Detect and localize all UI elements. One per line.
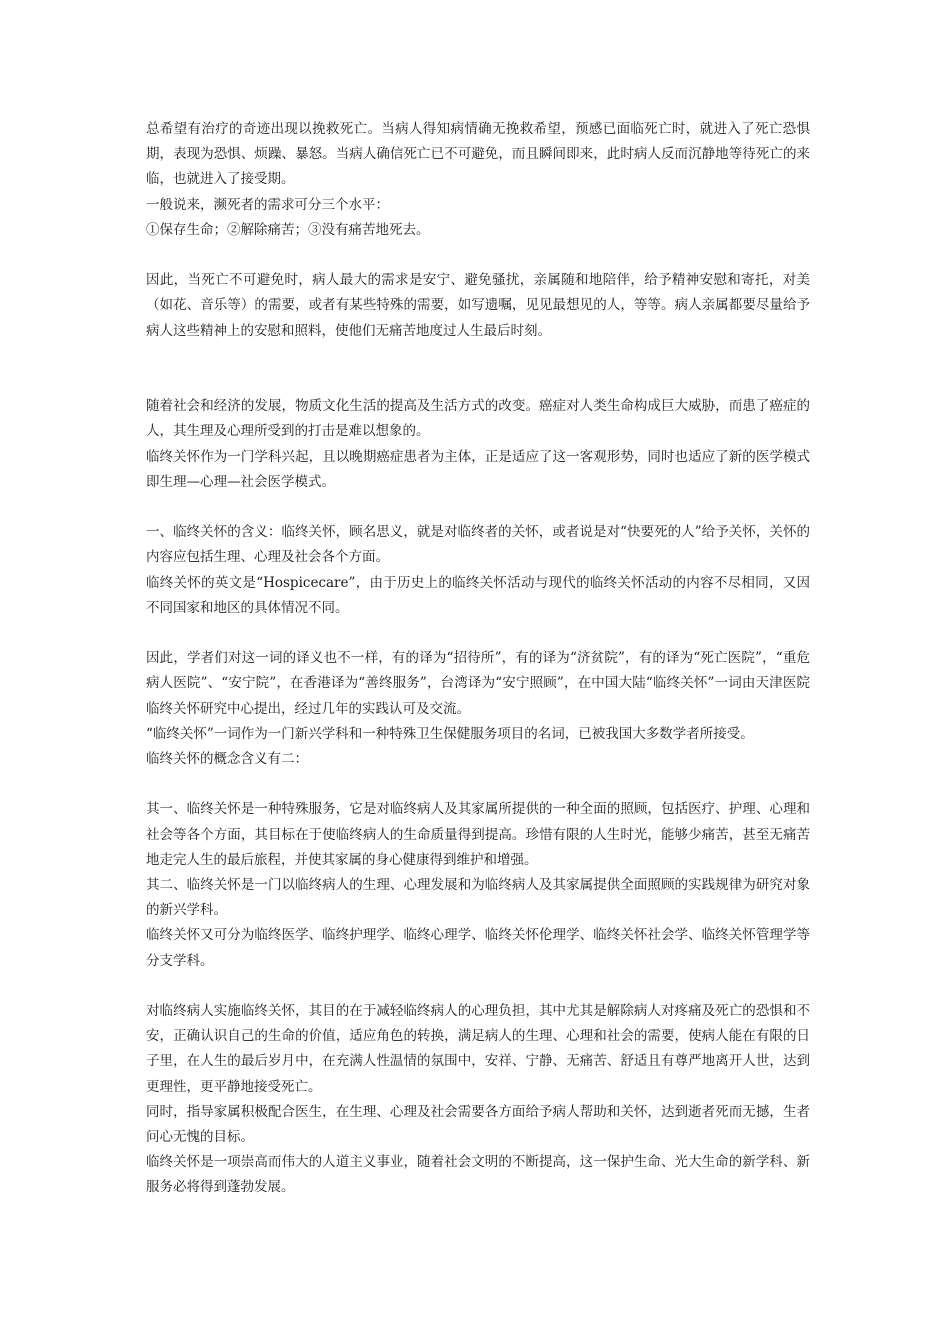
paragraph: 因此，学者们对这一词的译义也不一样，有的译为“招待所”，有的译为“济贫院”，有的译为“死亡医院”，“重危病人医院”、“安宁院”，在香港译为“善终服务”，台湾译为“安宁照顾”，在中国大陆“临终关怀”一词由天津医院临终关怀研究中心提出，经过几年的实践认可及交流。 bbox=[146, 650, 810, 717]
paragraph-spacer bbox=[146, 344, 810, 394]
paragraph: 临终关怀的英文是“Hospicecare”，由于历史上的临终关怀活动与现代的临终关怀活动的内容不尽相同，又因不同国家和地区的具体情况不同。 bbox=[146, 574, 810, 616]
paragraph: 其一、临终关怀是一种特殊服务，它是对临终病人及其家属所提供的一种全面的照顾，包括医疗、护理、心理和社会等各个方面，其目标在于使临终病人的生命质量得到提高。珍惜有限的人生时光，能够少痛苦，甚至无痛苦地走完人生的最后旅程，并使其家属的身心健康得到维护和增强。 bbox=[146, 801, 810, 868]
paragraph-spacer bbox=[146, 772, 810, 797]
paragraph: 对临终病人实施临终关怀，其目的在于减轻临终病人的心理负担，其中尤其是解除病人对疼痛及死亡的恐惧和不安，正确认识自己的生命的价值，适应角色的转换，满足病人的生理、心理和社会的需要，使病人能在有限的日子里，在人生的最后岁月中，在充满人性温情的氛围中，安祥、宁静、无痛苦、舒适且有尊严地离开人世，达到更理性，更平静地接受死亡。 bbox=[146, 1003, 810, 1095]
paragraph: ①保存生命；②解除痛苦；③没有痛苦地死去。 bbox=[146, 221, 430, 238]
paragraph: 临终关怀作为一门学科兴起，且以晚期癌症患者为主体，正是适应了这一客观形势，同时也适应了新的医学模式即生理—心理—社会医学模式。 bbox=[146, 448, 810, 490]
paragraph: 总希望有治疗的奇迹出现以挽救死亡。当病人得知病情确无挽救希望，预感已面临死亡时，就进入了死亡恐惧期，表现为恐惧、烦躁、暴怒。当病人确信死亡已不可避免，而且瞬间即来，此时病人反而沉静地等待死亡的来临，也就进入了接受期。 bbox=[146, 121, 810, 188]
paragraph: 因此，当死亡不可避免时，病人最大的需求是安宁、避免骚扰，亲属随和地陪伴，给予精神安慰和寄托，对美（如花、音乐等）的需要，或者有某些特殊的需要，如写遗嘱，见见最想见的人，等等。病人亲属都要尽量给予病人这些精神上的安慰和照料，使他们无痛苦地度过人生最后时刻。 bbox=[146, 272, 810, 339]
paragraph-spacer bbox=[146, 621, 810, 646]
paragraph: 临终关怀是一项崇高而伟大的人道主义事业，随着社会文明的不断提高，这一保护生命、光大生命的新学科、新服务必将得到蓬勃发展。 bbox=[146, 1154, 810, 1196]
document-body bbox=[146, 117, 810, 1201]
paragraph: 临终关怀又可分为临终医学、临终护理学、临终心理学、临终关怀伦理学、临终关怀社会学、临终关怀管理学等分支学科。 bbox=[146, 927, 810, 969]
paragraph-spacer bbox=[146, 974, 810, 999]
paragraph: 其二、临终关怀是一门以临终病人的生理、心理发展和为临终病人及其家属提供全面照顾的实践规律为研究对象的新兴学科。 bbox=[146, 877, 810, 919]
paragraph: “临终关怀”一词作为一门新兴学科和一种特殊卫生保健服务项目的名词，已被我国大多数学者所接受。 bbox=[146, 725, 754, 742]
paragraph: 一般说来，濒死者的需求可分三个水平： bbox=[146, 196, 389, 213]
paragraph-spacer bbox=[146, 495, 810, 520]
paragraph: 同时，指导家属积极配合医生，在生理、心理及社会需要各方面给予病人帮助和关怀，达到逝者死而无撼，生者问心无愧的目标。 bbox=[146, 1103, 810, 1146]
paragraph-spacer bbox=[146, 243, 810, 268]
paragraph: 临终关怀的概念含义有二： bbox=[146, 751, 308, 768]
paragraph: 随着社会和经济的发展，物质文化生活的提高及生活方式的改变。癌症对人类生命构成巨大威胁，而患了癌症的人，其生理及心理所受到的打击是难以想象的。 bbox=[146, 398, 810, 440]
paragraph: 一、临终关怀的含义：临终关怀，顾名思义，就是对临终者的关怀，或者说是对“快要死的人”给予关怀，关怀的内容应包括生理、心理及社会各个方面。 bbox=[146, 524, 810, 566]
